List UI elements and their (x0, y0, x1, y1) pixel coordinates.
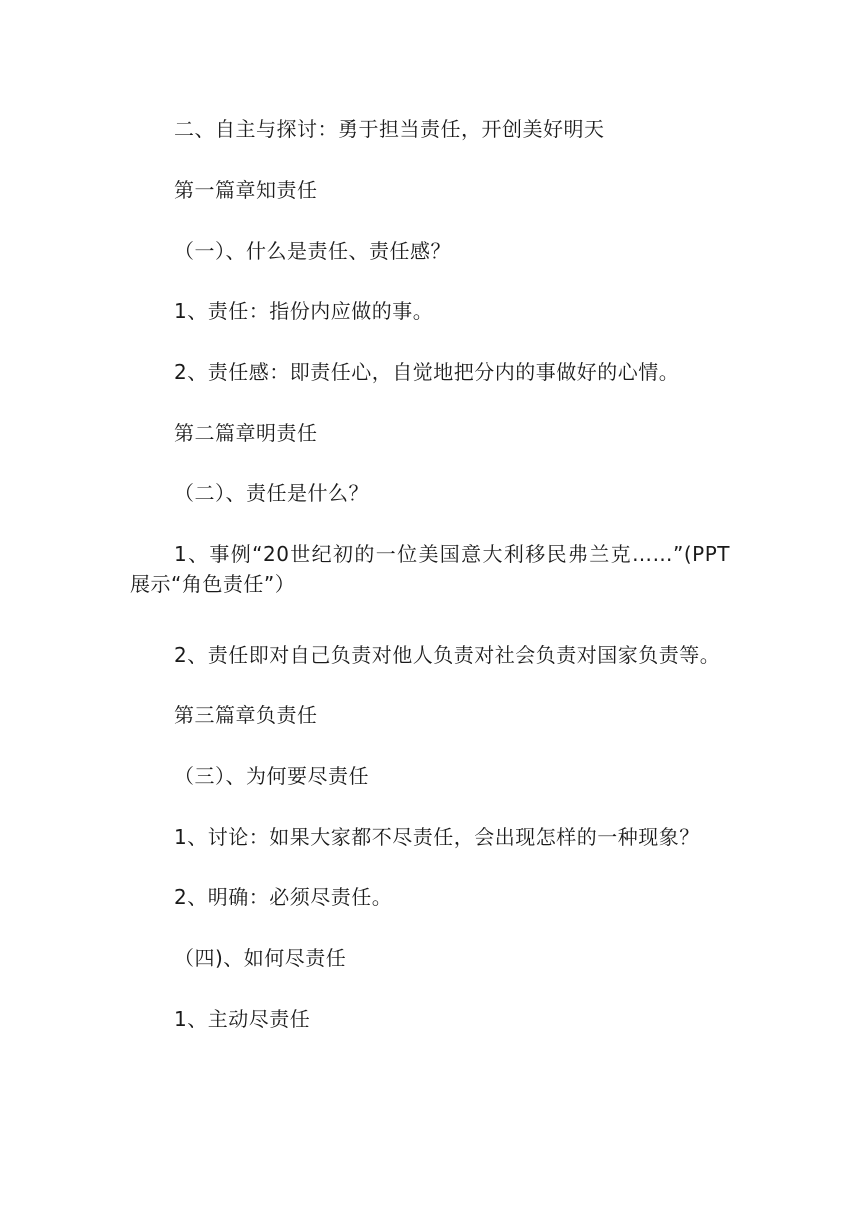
list-item: 1、责任：指份内应做的事。 (174, 299, 434, 323)
list-item: 1、事例“20世纪初的一位美国意大利移民弗兰克……”(PPT展示“角色责任”） (130, 542, 730, 596)
chapter-heading: 第三篇章负责任 (174, 703, 318, 727)
subsection-heading: （二）、责任是什么？ (174, 481, 369, 505)
chapter-heading: 第二篇章明责任 (174, 421, 318, 445)
list-item: 1、讨论：如果大家都不尽责任，会出现怎样的一种现象？ (174, 825, 700, 849)
subsection-heading: （三）、为何要尽责任 (174, 764, 369, 788)
subsection-heading: （一）、什么是责任、责任感？ (174, 239, 451, 263)
list-item: 2、责任即对自己负责对他人负责对社会负责对国家负责等。 (174, 643, 721, 667)
chapter-heading: 第一篇章知责任 (174, 178, 318, 202)
subsection-heading: （四)、如何尽责任 (174, 946, 347, 970)
list-item: 1、主动尽责任 (174, 1007, 311, 1031)
list-item: 2、明确：必须尽责任。 (174, 885, 393, 909)
section-heading: 二、自主与探讨：勇于担当责任，开创美好明天 (174, 117, 605, 141)
list-item: 2、责任感：即责任心，自觉地把分内的事做好的心情。 (174, 360, 680, 384)
